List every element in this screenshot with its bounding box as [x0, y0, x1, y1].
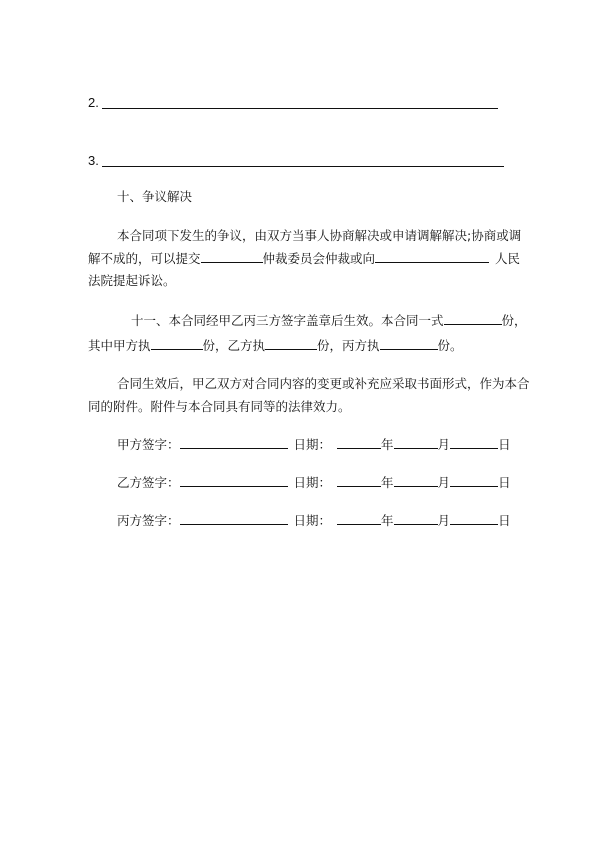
- day-label: 日: [498, 475, 511, 490]
- date-label: 日期：: [293, 513, 332, 528]
- date-label: 日期：: [293, 437, 332, 452]
- party-c-copies-blank: [380, 336, 438, 350]
- signature-row-party-c: [117, 511, 511, 530]
- section-10-heading: 十、争议解决: [117, 189, 193, 204]
- day-blank[interactable]: [450, 473, 498, 487]
- party-a-copies-blank: [151, 336, 203, 350]
- item-2-blank-line: [102, 108, 498, 109]
- party-c-holds-text: 份，丙方执: [317, 338, 380, 353]
- court-blank: [375, 249, 489, 263]
- arbitration-commission-blank: [201, 249, 263, 263]
- day-label: 日: [498, 437, 511, 452]
- section-11-line-1: [131, 311, 527, 330]
- year-blank[interactable]: [337, 473, 381, 487]
- month-blank[interactable]: [394, 435, 438, 449]
- people-text: 人民: [495, 251, 521, 266]
- day-blank[interactable]: [450, 435, 498, 449]
- party-a-holds-text: 其中甲方执: [88, 338, 151, 353]
- copies-end-text: 份。: [437, 338, 463, 353]
- item-2-number: 2.: [88, 95, 99, 110]
- signature-blank[interactable]: [180, 511, 288, 525]
- day-label: 日: [498, 513, 511, 528]
- section-10-para-line-3: 法院提起诉讼。: [88, 273, 176, 288]
- signature-row-party-a: [117, 435, 511, 454]
- month-label: 月: [437, 513, 451, 528]
- section-10-para-line-2: [88, 249, 520, 268]
- annex-line-1: 合同生效后，甲乙双方对合同内容的变更或补充应采取书面形式，作为本合: [117, 376, 530, 391]
- signature-label: 乙方签字：: [117, 475, 180, 490]
- year-label: 年: [381, 513, 394, 528]
- item-3-number: 3.: [88, 153, 99, 168]
- month-label: 月: [437, 475, 451, 490]
- signature-label: 甲方签字：: [117, 437, 180, 452]
- arbitration-text: 仲裁委员会仲裁或向: [262, 251, 376, 266]
- signature-blank[interactable]: [180, 473, 288, 487]
- section-11-text: 十一、本合同经甲乙丙三方签字盖章后生效。本合同一式: [131, 313, 444, 328]
- date-label: 日期：: [293, 475, 332, 490]
- submit-text: 解不成的，可以提交: [88, 251, 201, 266]
- year-label: 年: [381, 475, 394, 490]
- section-10-para-line-1: 本合同项下发生的争议，由双方当事人协商解决或申请调解解决;协商或调: [117, 228, 522, 243]
- year-blank[interactable]: [337, 511, 381, 525]
- annex-line-2: 同的附件。附件与本合同具有同等的法律效力。: [88, 399, 351, 414]
- month-label: 月: [437, 437, 451, 452]
- section-11-line-2: [88, 336, 463, 355]
- year-blank[interactable]: [337, 435, 381, 449]
- month-blank[interactable]: [394, 511, 438, 525]
- party-b-copies-blank: [265, 336, 317, 350]
- signature-blank[interactable]: [180, 435, 288, 449]
- signature-label: 丙方签字：: [117, 513, 180, 528]
- signature-row-party-b: [117, 473, 511, 492]
- copies-unit-text: 份，: [501, 313, 527, 328]
- copies-total-blank: [444, 311, 502, 325]
- item-3-blank-line: [102, 166, 504, 167]
- party-b-holds-text: 份，乙方执: [202, 338, 266, 353]
- month-blank[interactable]: [394, 473, 438, 487]
- year-label: 年: [381, 437, 394, 452]
- day-blank[interactable]: [450, 511, 498, 525]
